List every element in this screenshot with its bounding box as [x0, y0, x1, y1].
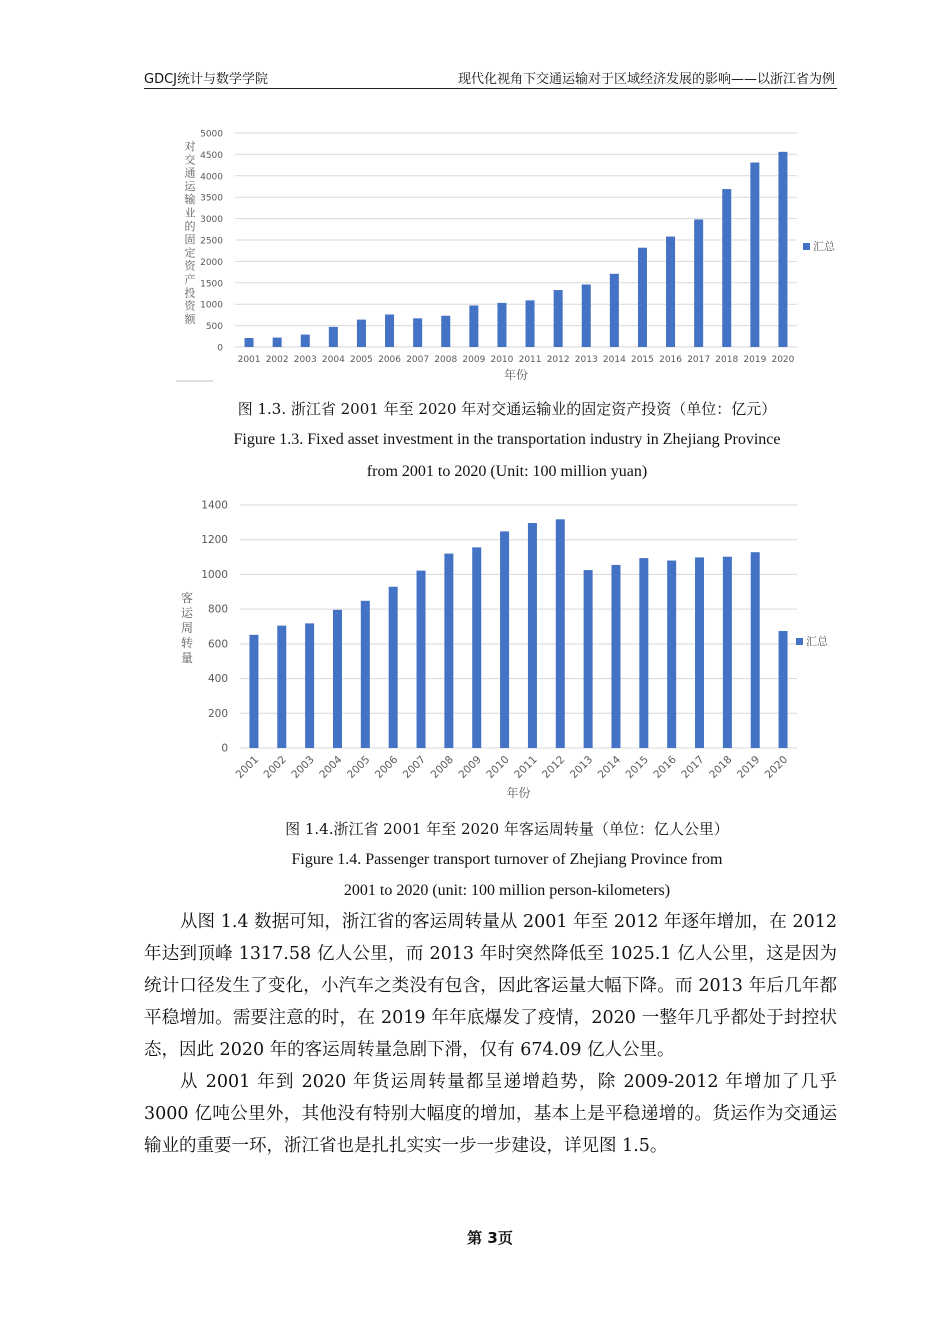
- chart1-y-tick-label: 3500: [200, 193, 223, 204]
- chart1-y-tick-label: 500: [205, 322, 223, 333]
- figure-1-3-caption-en-line2: from 2001 to 2020 (Unit: 100 million yuan): [366, 463, 648, 480]
- chart2-y-tick-label: 600: [207, 638, 228, 651]
- chart2-bar-2009: [472, 547, 481, 748]
- chart1-x-tick-label: 2014: [602, 355, 626, 365]
- chart2-bar-2015: [639, 558, 648, 748]
- chart2-bar-2011: [528, 523, 537, 748]
- chart2-x-tick-label: 2018: [707, 753, 735, 782]
- chart2-x-tick-label: 2002: [261, 753, 289, 782]
- chart2-bar-2004: [333, 610, 342, 748]
- chart2-bar-2014: [611, 565, 620, 748]
- chart1-x-tick-label: 2004: [321, 355, 345, 365]
- chart2-y-tick-label: 1000: [201, 568, 228, 581]
- chart1-x-axis-title: 年份: [503, 368, 529, 382]
- figure-1-3-caption-cn: 图 1.3. 浙江省 2001 年至 2020 年对交通运输业的固定资产投资（单位：亿元）: [237, 400, 777, 418]
- chart1-x-tick-label: 2016: [659, 355, 683, 365]
- chart2-x-tick-label: 2008: [428, 753, 456, 782]
- chart1-x-tick-label: 2003: [293, 355, 317, 365]
- paragraph-freight-analysis: 从 2001 年到 2020 年货运周转量都呈递增趋势，除 2009-2012 年增加了几乎 3000 亿吨公里外，其他没有特别大幅度的增加，基本上是平稳递增的。货运作为交通运输业的重要一环，浙江省也是扎扎实实一步一步建设，详见图 1.5。: [144, 1072, 837, 1156]
- chart1-y-tick-label: 4000: [200, 172, 223, 183]
- chart1-x-tick-label: 2002: [265, 355, 289, 365]
- chart2-bar-2010: [500, 531, 509, 748]
- chart2-y-axis-title: 客运周转量: [180, 591, 194, 665]
- chart2-x-tick-label: 2009: [456, 753, 484, 782]
- chart2-x-tick-label: 2013: [567, 753, 596, 782]
- chart2-y-tick-label: 1400: [201, 499, 228, 512]
- chart1-x-tick-label: 2013: [574, 355, 598, 365]
- chart2-x-tick-label: 2012: [540, 753, 568, 782]
- chart1-y-tick-label: 2500: [200, 236, 223, 247]
- chart2-bar-2002: [277, 626, 286, 748]
- chart1-x-tick-label: 2005: [349, 355, 373, 365]
- chart2-x-tick-label: 2007: [400, 753, 429, 782]
- figure-1-4-caption-cn: 图 1.4.浙江省 2001 年至 2020 年客运周转量（单位：亿人公里）: [285, 820, 729, 838]
- chart2-x-tick-label: 2003: [289, 753, 317, 782]
- chart1-y-tick-label: 0: [217, 343, 223, 354]
- chart1-x-tick-label: 2009: [462, 355, 486, 365]
- chart1-x-tick-label: 2011: [518, 355, 542, 365]
- chart2-bar-2001: [249, 635, 258, 748]
- figure-1-4-caption-en-line2: 2001 to 2020 (unit: 100 million person-kilometers): [343, 882, 671, 899]
- chart2-x-tick-label: 2004: [317, 753, 345, 782]
- chart2-legend-swatch: [796, 638, 803, 645]
- header-institution: GDCJ统计与数学学院: [144, 72, 268, 87]
- chart2-bar-2006: [389, 587, 398, 748]
- chart1-x-tick-label: 2008: [434, 355, 458, 365]
- chart1-x-tick-label: 2015: [630, 355, 654, 365]
- chart1-y-tick-label: 1000: [200, 300, 223, 311]
- chart2-x-tick-label: 2011: [512, 753, 540, 782]
- chart1-y-tick-label: 2000: [200, 257, 223, 268]
- chart2-bar-2008: [444, 554, 453, 748]
- chart2-bar-2007: [417, 571, 426, 748]
- chart2-x-tick-label: 2014: [595, 753, 624, 782]
- figure-1-3-caption-en-line1: Figure 1.3. Fixed asset investment in the transportation industry in Zhejiang Province: [233, 431, 781, 448]
- chart2-y-tick-label: 0: [221, 742, 228, 755]
- chart2-bar-2017: [695, 557, 704, 748]
- chart2-bar-2005: [361, 601, 370, 748]
- chart2-y-tick-label: 800: [207, 603, 228, 616]
- chart2-x-tick-label: 2006: [372, 753, 401, 782]
- chart2-bar-2019: [751, 552, 760, 748]
- chart2-x-tick-label: 2020: [762, 753, 791, 782]
- chart2-bar-2016: [667, 561, 676, 748]
- chart2-x-tick-label: 2017: [679, 753, 707, 782]
- chart1-x-tick-label: 2020: [771, 355, 795, 365]
- header-thesis-title: 现代化视角下交通运输对于区域经济发展的影响——以浙江省为例: [457, 72, 835, 87]
- figure-1-4-caption-en-line1: Figure 1.4. Passenger transport turnover of Zhejiang Province from: [291, 851, 723, 868]
- chart2-x-tick-label: 2019: [734, 753, 763, 782]
- chart2-bar-2013: [584, 570, 593, 748]
- chart1-x-tick-label: 2006: [378, 355, 402, 365]
- body-text: [144, 906, 837, 1162]
- chart2-x-tick-label: 2015: [623, 753, 651, 782]
- chart1-y-tick-label: 5000: [200, 129, 223, 140]
- chart1-y-tick-label: 4500: [200, 150, 223, 161]
- chart1-y-tick-label: 3000: [200, 215, 223, 226]
- chart2-x-tick-label: 2010: [484, 753, 512, 782]
- chart2-bar-2003: [305, 623, 314, 748]
- chart2-legend-label: 汇总: [806, 635, 828, 648]
- chart1-y-tick-label: 1500: [200, 279, 223, 290]
- paragraph-passenger-analysis: 从图 1.4 数据可知，浙江省的客运周转量从 2001 年至 2012 年逐年增加，在 2012 年达到顶峰 1317.58 亿人公里，而 2013 年时突然降低至 1025.1 亿人公里，这是因为统计口径发生了变化，小汽车之类没有包含，因此客运量大幅下降。而 2013 年后几年都平稳增加。需要注意的时，在 2019 年年底爆发了疫情，2020 一整年几乎都处于封控状态，因此 2020 年的客运周转量急剧下滑，仅有 674.09 亿人公里。: [144, 912, 837, 1060]
- chart1-x-tick-label: 2010: [490, 355, 514, 365]
- chart1-x-tick-label: 2012: [546, 355, 570, 365]
- chart1-y-axis-title: 对交通运输业的固定资产投资额: [184, 140, 196, 326]
- chart2-bar-2018: [723, 557, 732, 748]
- chart2-bar-2012: [556, 519, 565, 748]
- chart2-x-axis-title: 年份: [506, 786, 531, 800]
- chart2-y-tick-label: 200: [207, 707, 228, 720]
- chart2-y-tick-label: 1200: [201, 534, 228, 547]
- chart2-x-tick-label: 2016: [651, 753, 679, 782]
- chart1-x-tick-label: 2017: [687, 355, 711, 365]
- chart2-y-tick-label: 400: [207, 673, 228, 686]
- chart2-x-tick-label: 2005: [345, 753, 373, 782]
- chart1-x-tick-label: 2007: [406, 355, 430, 365]
- page-number: 第 3页: [467, 1229, 513, 1247]
- chart2-x-tick-label: 2001: [233, 753, 262, 782]
- chart1-x-tick-label: 2019: [743, 355, 767, 365]
- chart2-bar-2020: [779, 631, 788, 748]
- chart1-legend-label: 汇总: [813, 240, 835, 253]
- chart1-x-tick-label: 2001: [237, 355, 261, 365]
- chart1-x-tick-label: 2018: [715, 355, 739, 365]
